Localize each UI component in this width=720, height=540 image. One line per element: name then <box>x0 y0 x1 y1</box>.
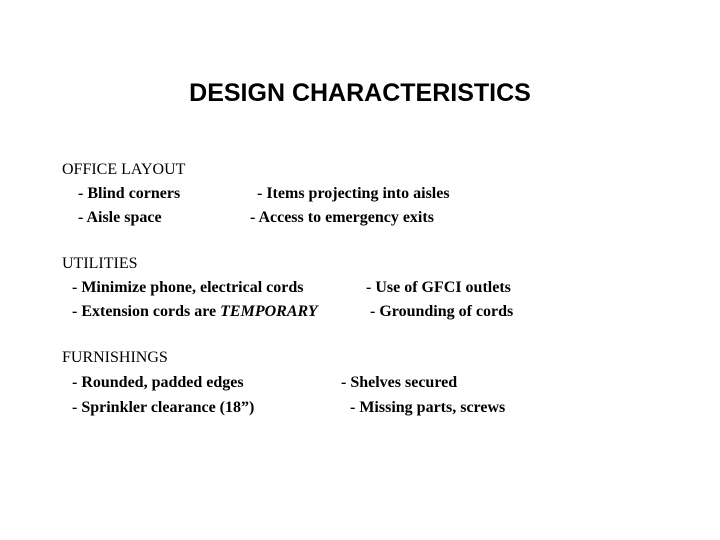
extension-cords-prefix: - Extension cords are <box>72 303 221 320</box>
utilities-item-extension-cords <box>72 300 318 324</box>
utilities-heading: UTILITIES <box>62 255 138 272</box>
furnishings-heading: FURNISHINGS <box>62 349 168 366</box>
page-title: DESIGN CHARACTERISTICS <box>189 79 531 107</box>
furnishings-item-shelves-secured: - Shelves secured <box>341 374 458 391</box>
office-layout-item-blind-corners: - Blind corners <box>78 185 181 202</box>
office-layout-item-projecting: - Items projecting into aisles <box>257 185 450 202</box>
utilities-item-gfci: - Use of GFCI outlets <box>366 279 511 296</box>
temporary-emphasis: TEMPORARY <box>220 303 318 320</box>
furnishings-item-rounded-edges: - Rounded, padded edges <box>72 374 244 391</box>
office-layout-item-aisle-space: - Aisle space <box>78 209 162 226</box>
office-layout-heading: OFFICE LAYOUT <box>62 161 186 178</box>
utilities-item-minimize-cords: - Minimize phone, electrical cords <box>72 279 304 296</box>
utilities-item-grounding: - Grounding of cords <box>370 303 514 320</box>
furnishings-item-missing-parts: - Missing parts, screws <box>350 399 506 416</box>
office-layout-item-emergency-exits: - Access to emergency exits <box>250 209 434 226</box>
furnishings-item-sprinkler-clearance: - Sprinkler clearance (18”) <box>72 399 255 416</box>
